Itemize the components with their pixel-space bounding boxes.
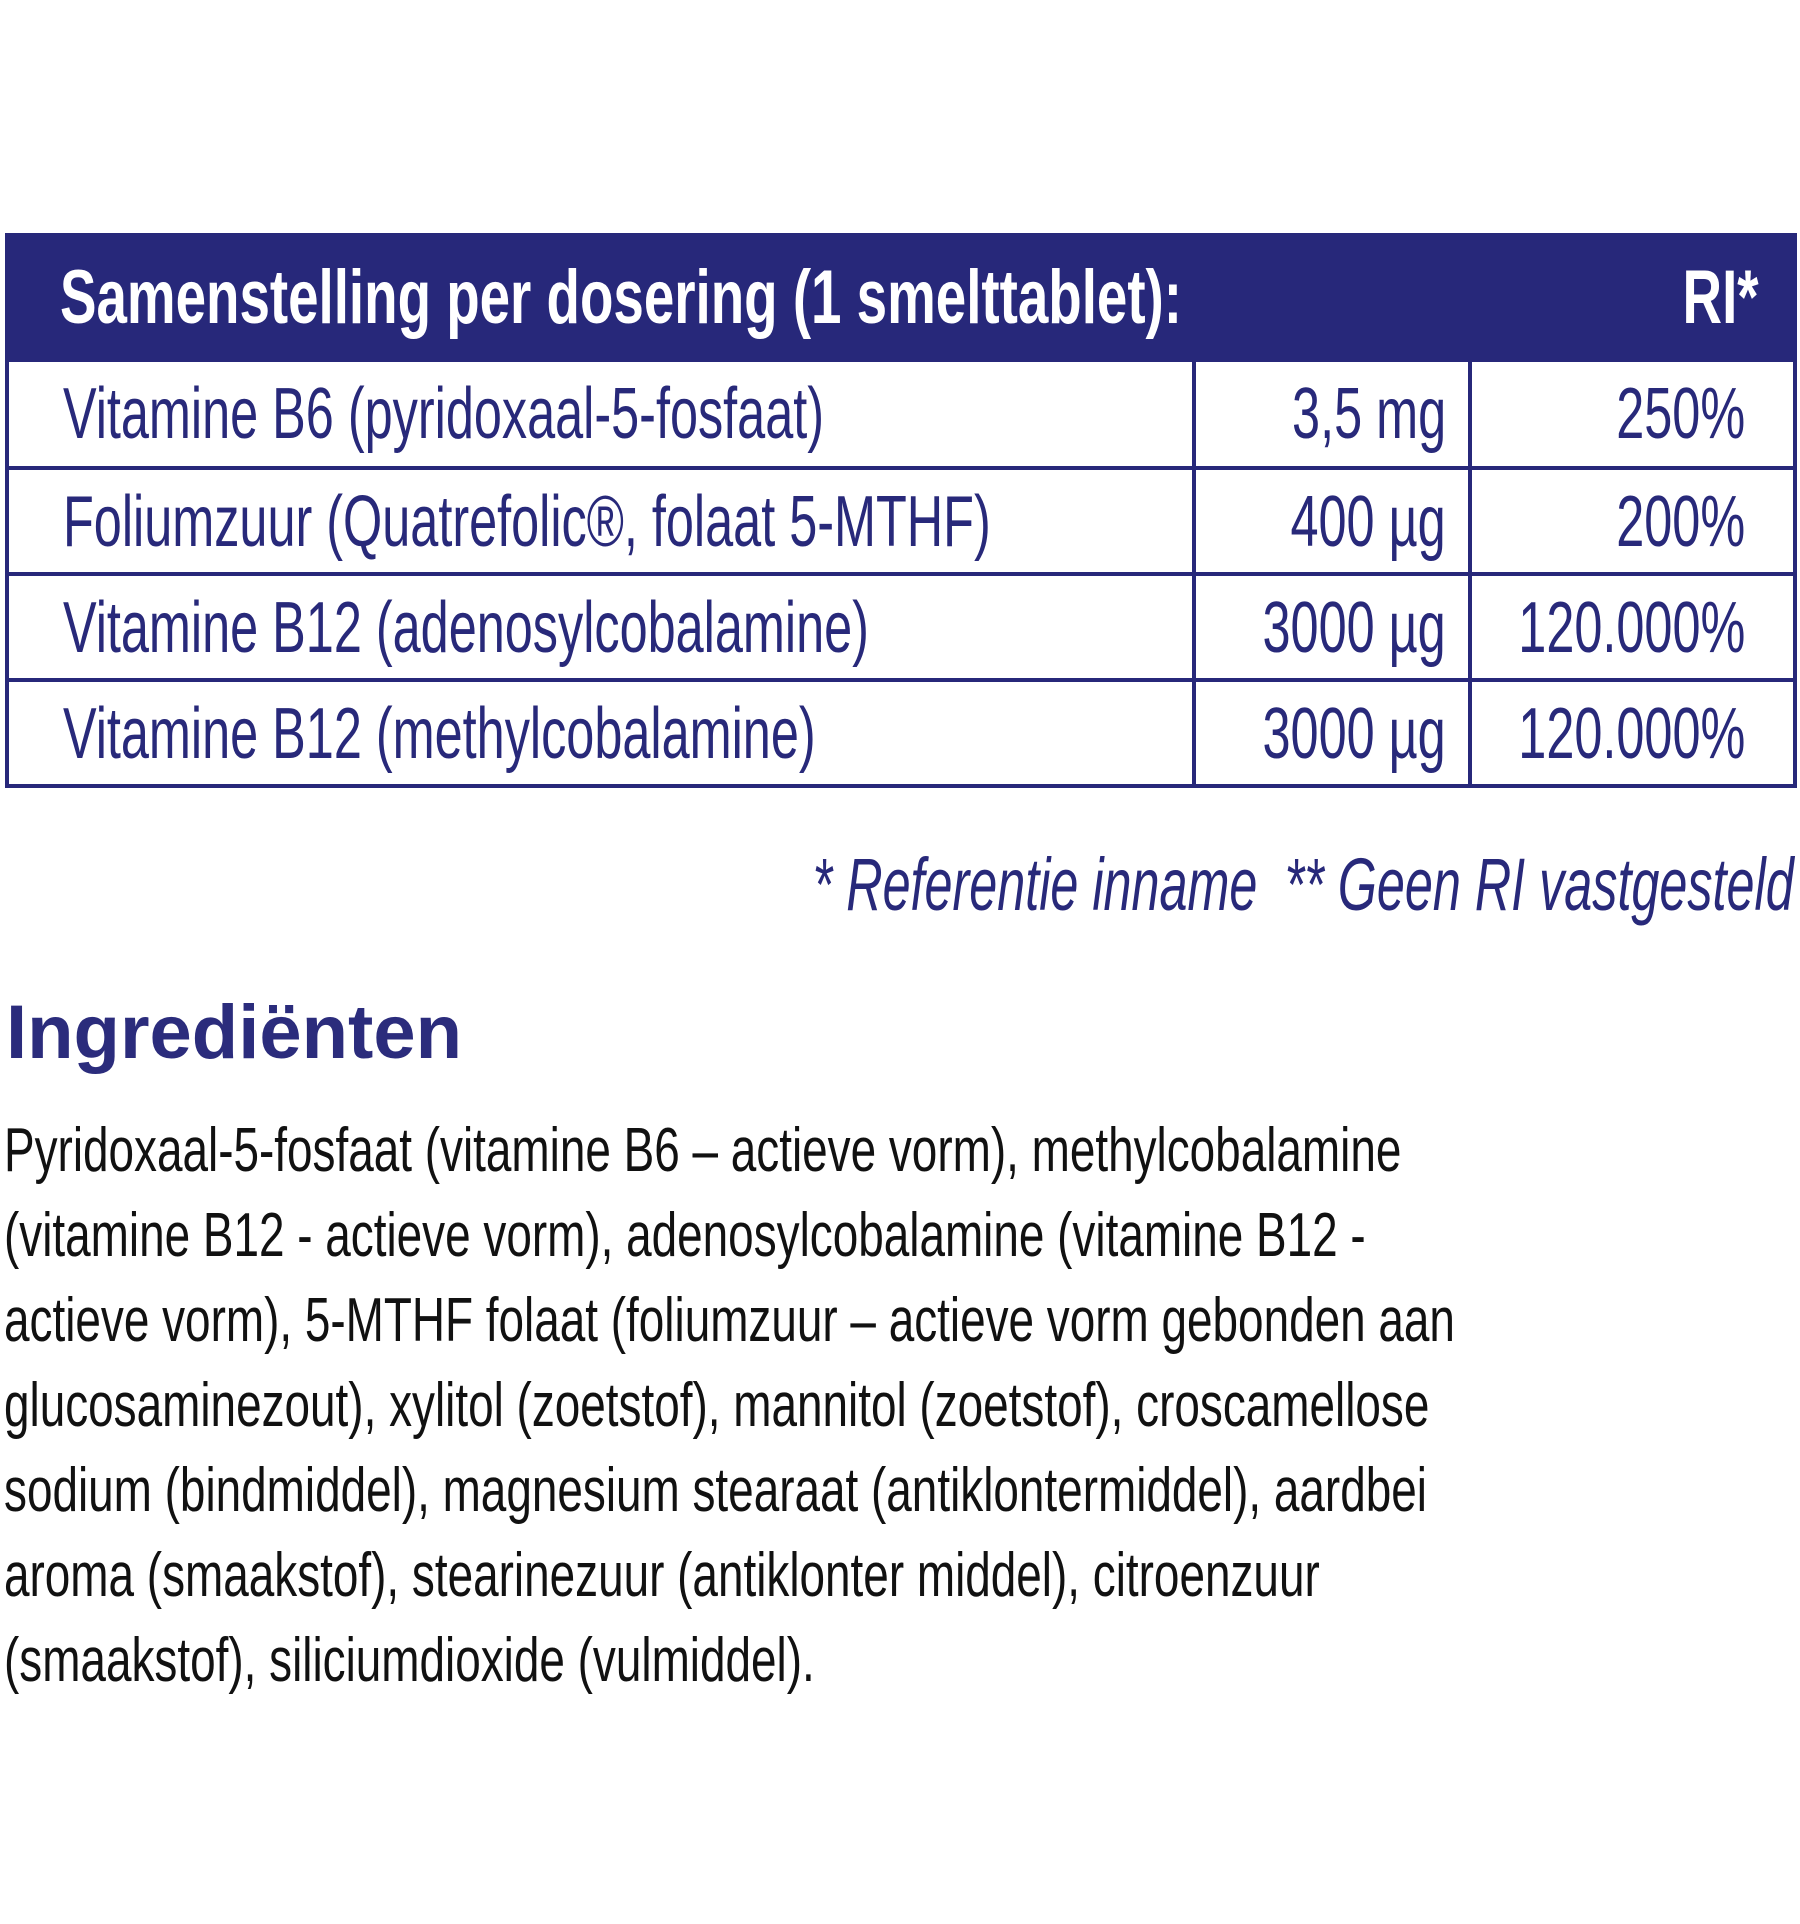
nutrient-ri: 250% — [1616, 374, 1745, 454]
nutrient-amount: 400 µg — [1290, 482, 1446, 562]
nutrient-name-cell — [9, 362, 1192, 466]
nutrient-amount: 3000 µg — [1262, 694, 1446, 774]
table-row — [9, 362, 1793, 466]
amount-cell — [1192, 576, 1468, 678]
ingredients-line: sodium (bindmiddel), magnesium stearaat (antiklontermiddel), aardbei — [4, 1456, 1427, 1525]
table-header-title: Samenstelling per dosering (1 smelttablet): — [60, 255, 1183, 340]
footnote — [813, 840, 1794, 930]
ingredients-line: Pyridoxaal-5-fosfaat (vitamine B6 – actieve vorm), methylcobalamine — [4, 1116, 1402, 1185]
ingredients-line: actieve vorm), 5-MTHF folaat (foliumzuur – actieve vorm gebonden aan — [4, 1286, 1455, 1355]
nutrient-name: Foliumzuur (Quatrefolic®, folaat 5-MTHF) — [63, 482, 991, 562]
amount-cell — [1192, 362, 1468, 466]
nutrient-ri: 120.000% — [1518, 588, 1745, 668]
nutrient-name: Vitamine B6 (pyridoxaal-5-fosfaat) — [63, 374, 825, 454]
nutrient-ri: 120.000% — [1518, 694, 1745, 774]
ingredients-line: aroma (smaakstof), stearinezuur (antiklonter middel), citroenzuur — [4, 1541, 1320, 1610]
table-header — [5, 233, 1797, 362]
amount-cell — [1192, 682, 1468, 784]
table-body — [5, 362, 1797, 788]
nutrient-amount: 3000 µg — [1262, 588, 1446, 668]
footnote-no-ri: ** Geen RI vastgesteld — [1284, 843, 1794, 926]
ingredients-heading: Ingrediënten — [6, 990, 463, 1075]
ingredients-line: glucosaminezout), xylitol (zoetstof), mannitol (zoetstof), croscamellose — [4, 1371, 1430, 1440]
nutrient-name: Vitamine B12 (adenosylcobalamine) — [63, 588, 869, 668]
ri-cell — [1468, 682, 1793, 784]
ingredients-text — [4, 1108, 1800, 1703]
table-row — [9, 466, 1793, 572]
ri-cell — [1468, 470, 1793, 572]
ri-cell — [1468, 576, 1793, 678]
amount-cell — [1192, 470, 1468, 572]
ingredients-line: (vitamine B12 - actieve vorm), adenosylcobalamine (vitamine B12 - — [4, 1201, 1366, 1270]
nutrient-name-cell — [9, 576, 1192, 678]
table-header-ri: RI* — [1682, 255, 1759, 340]
table-row — [9, 572, 1793, 678]
nutrient-ri: 200% — [1616, 482, 1745, 562]
nutrient-name: Vitamine B12 (methylcobalamine) — [63, 694, 816, 774]
nutrient-name-cell — [9, 470, 1192, 572]
footnote-ri: * Referentie inname — [812, 843, 1258, 926]
ingredients-line: (smaakstof), siliciumdioxide (vulmiddel). — [4, 1626, 815, 1695]
table-row — [9, 678, 1793, 784]
composition-table — [5, 233, 1797, 788]
ri-cell — [1468, 362, 1793, 466]
nutrient-amount: 3,5 mg — [1291, 374, 1446, 454]
nutrient-name-cell — [9, 682, 1192, 784]
